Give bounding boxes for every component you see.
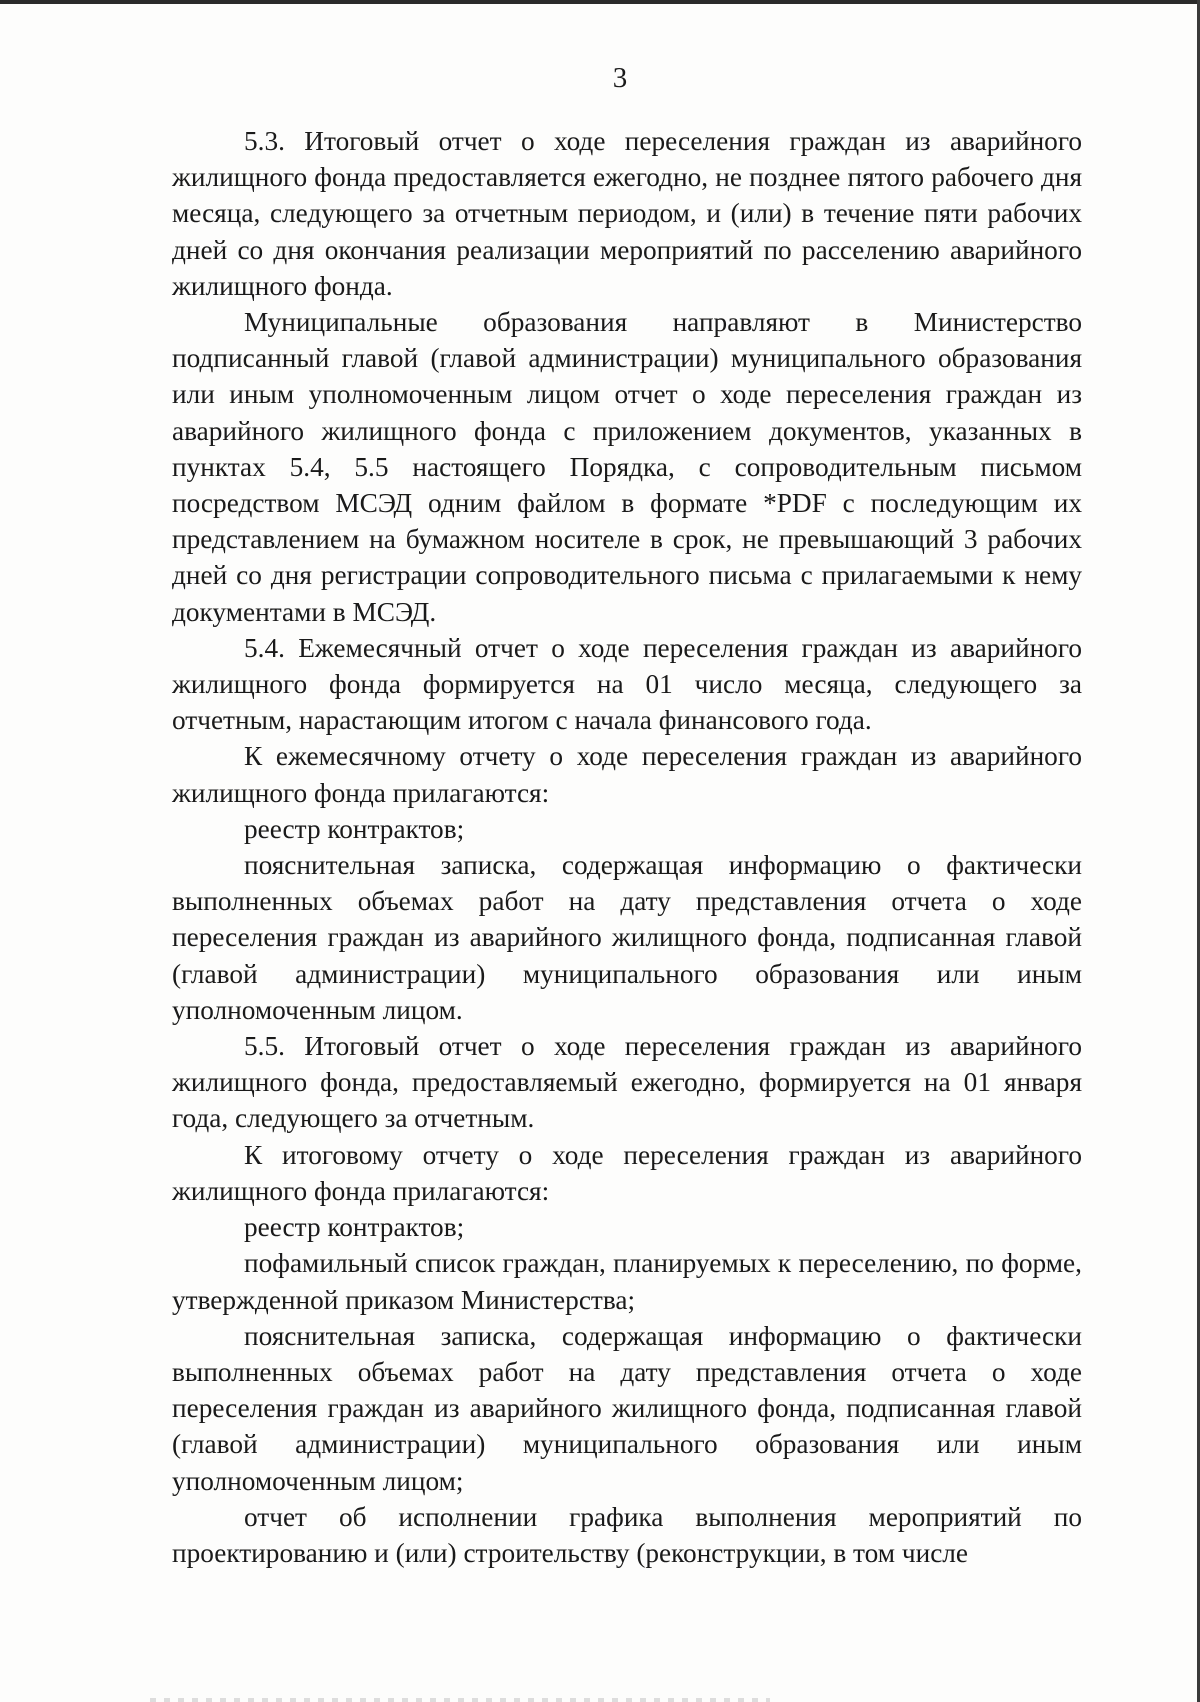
paragraph-5-5: 5.5. Итоговый отчет о ходе переселения граждан из аварийного жилищного фонда, предоставляемый ежегодно, формируется на 01 января года, следующего за отчетным. [172, 1031, 1082, 1134]
paragraph-municipal-report: Муниципальные образования направляют в Министерство подписанный главой (главой администрации) муниципального образования или иным уполномоченным лицом отчет о ходе переселения граждан из аварийного жилищного фонда с приложением документов, указанных в пунктах 5.4, 5.5 настоящего Порядка, с сопроводительным письмом посредством МСЭД одним файлом в формате *PDF с последующим их представлением на бумажном носителе в срок, не превышающий 3 рабочих дней со дня регистрации сопроводительного письма с прилагаемыми к нему документами в МСЭД. [172, 307, 1082, 627]
scan-bottom-artifact [150, 1698, 770, 1702]
list-item-contract-registry-final: реестр контрактов; [244, 1212, 465, 1243]
list-item-explanatory-note: пояснительная записка, содержащая информацию о фактически выполненных объемах работ на дату представления отчета о ходе переселения граждан из аварийного жилищного фонда, подписанная главой (главой администрации) муниципального образования или иным уполномоченным лицом. [172, 850, 1082, 1025]
scan-top-border [0, 0, 1200, 4]
document-body [172, 123, 1082, 1571]
list-item-explanatory-note-final: пояснительная записка, содержащая информацию о фактически выполненных объемах работ на дату представления отчета о ходе переселения граждан из аварийного жилищного фонда, подписанная главой (главой администрации) муниципального образования или иным уполномоченным лицом; [172, 1320, 1082, 1496]
page-number: 3 [612, 62, 628, 94]
paragraph-monthly-attachments: К ежемесячному отчету о ходе переселения граждан из аварийного жилищного фонда прилагаются: [172, 741, 1082, 808]
paragraph-5-4: 5.4. Ежемесячный отчет о ходе переселения граждан из аварийного жилищного фонда формируется на 01 число месяца, следующего за отчетным, нарастающим итогом с начала финансового года. [172, 632, 1082, 736]
list-item-citizen-list: пофамильный список граждан, планируемых к переселению, по форме, утвержденной приказом Министерства; [172, 1248, 1082, 1315]
paragraph-5-3: 5.3. Итоговый отчет о ходе переселения граждан из аварийного жилищного фонда предоставляется ежегодно, не позднее пятого рабочего дня месяца, следующего за отчетным периодом, и (или) в течение пяти рабочих дней со дня окончания реализации мероприятий по расселению аварийного жилищного фонда. [172, 126, 1082, 301]
list-item-schedule-report: отчет об исполнении графика выполнения мероприятий по проектированию и (или) строительству (реконструкции, в том числе [172, 1501, 1082, 1568]
paragraph-final-attachments: К итоговому отчету о ходе переселения граждан из аварийного жилищного фонда прилагаются: [172, 1139, 1082, 1206]
list-item-contract-registry: реестр контрактов; [244, 813, 465, 844]
